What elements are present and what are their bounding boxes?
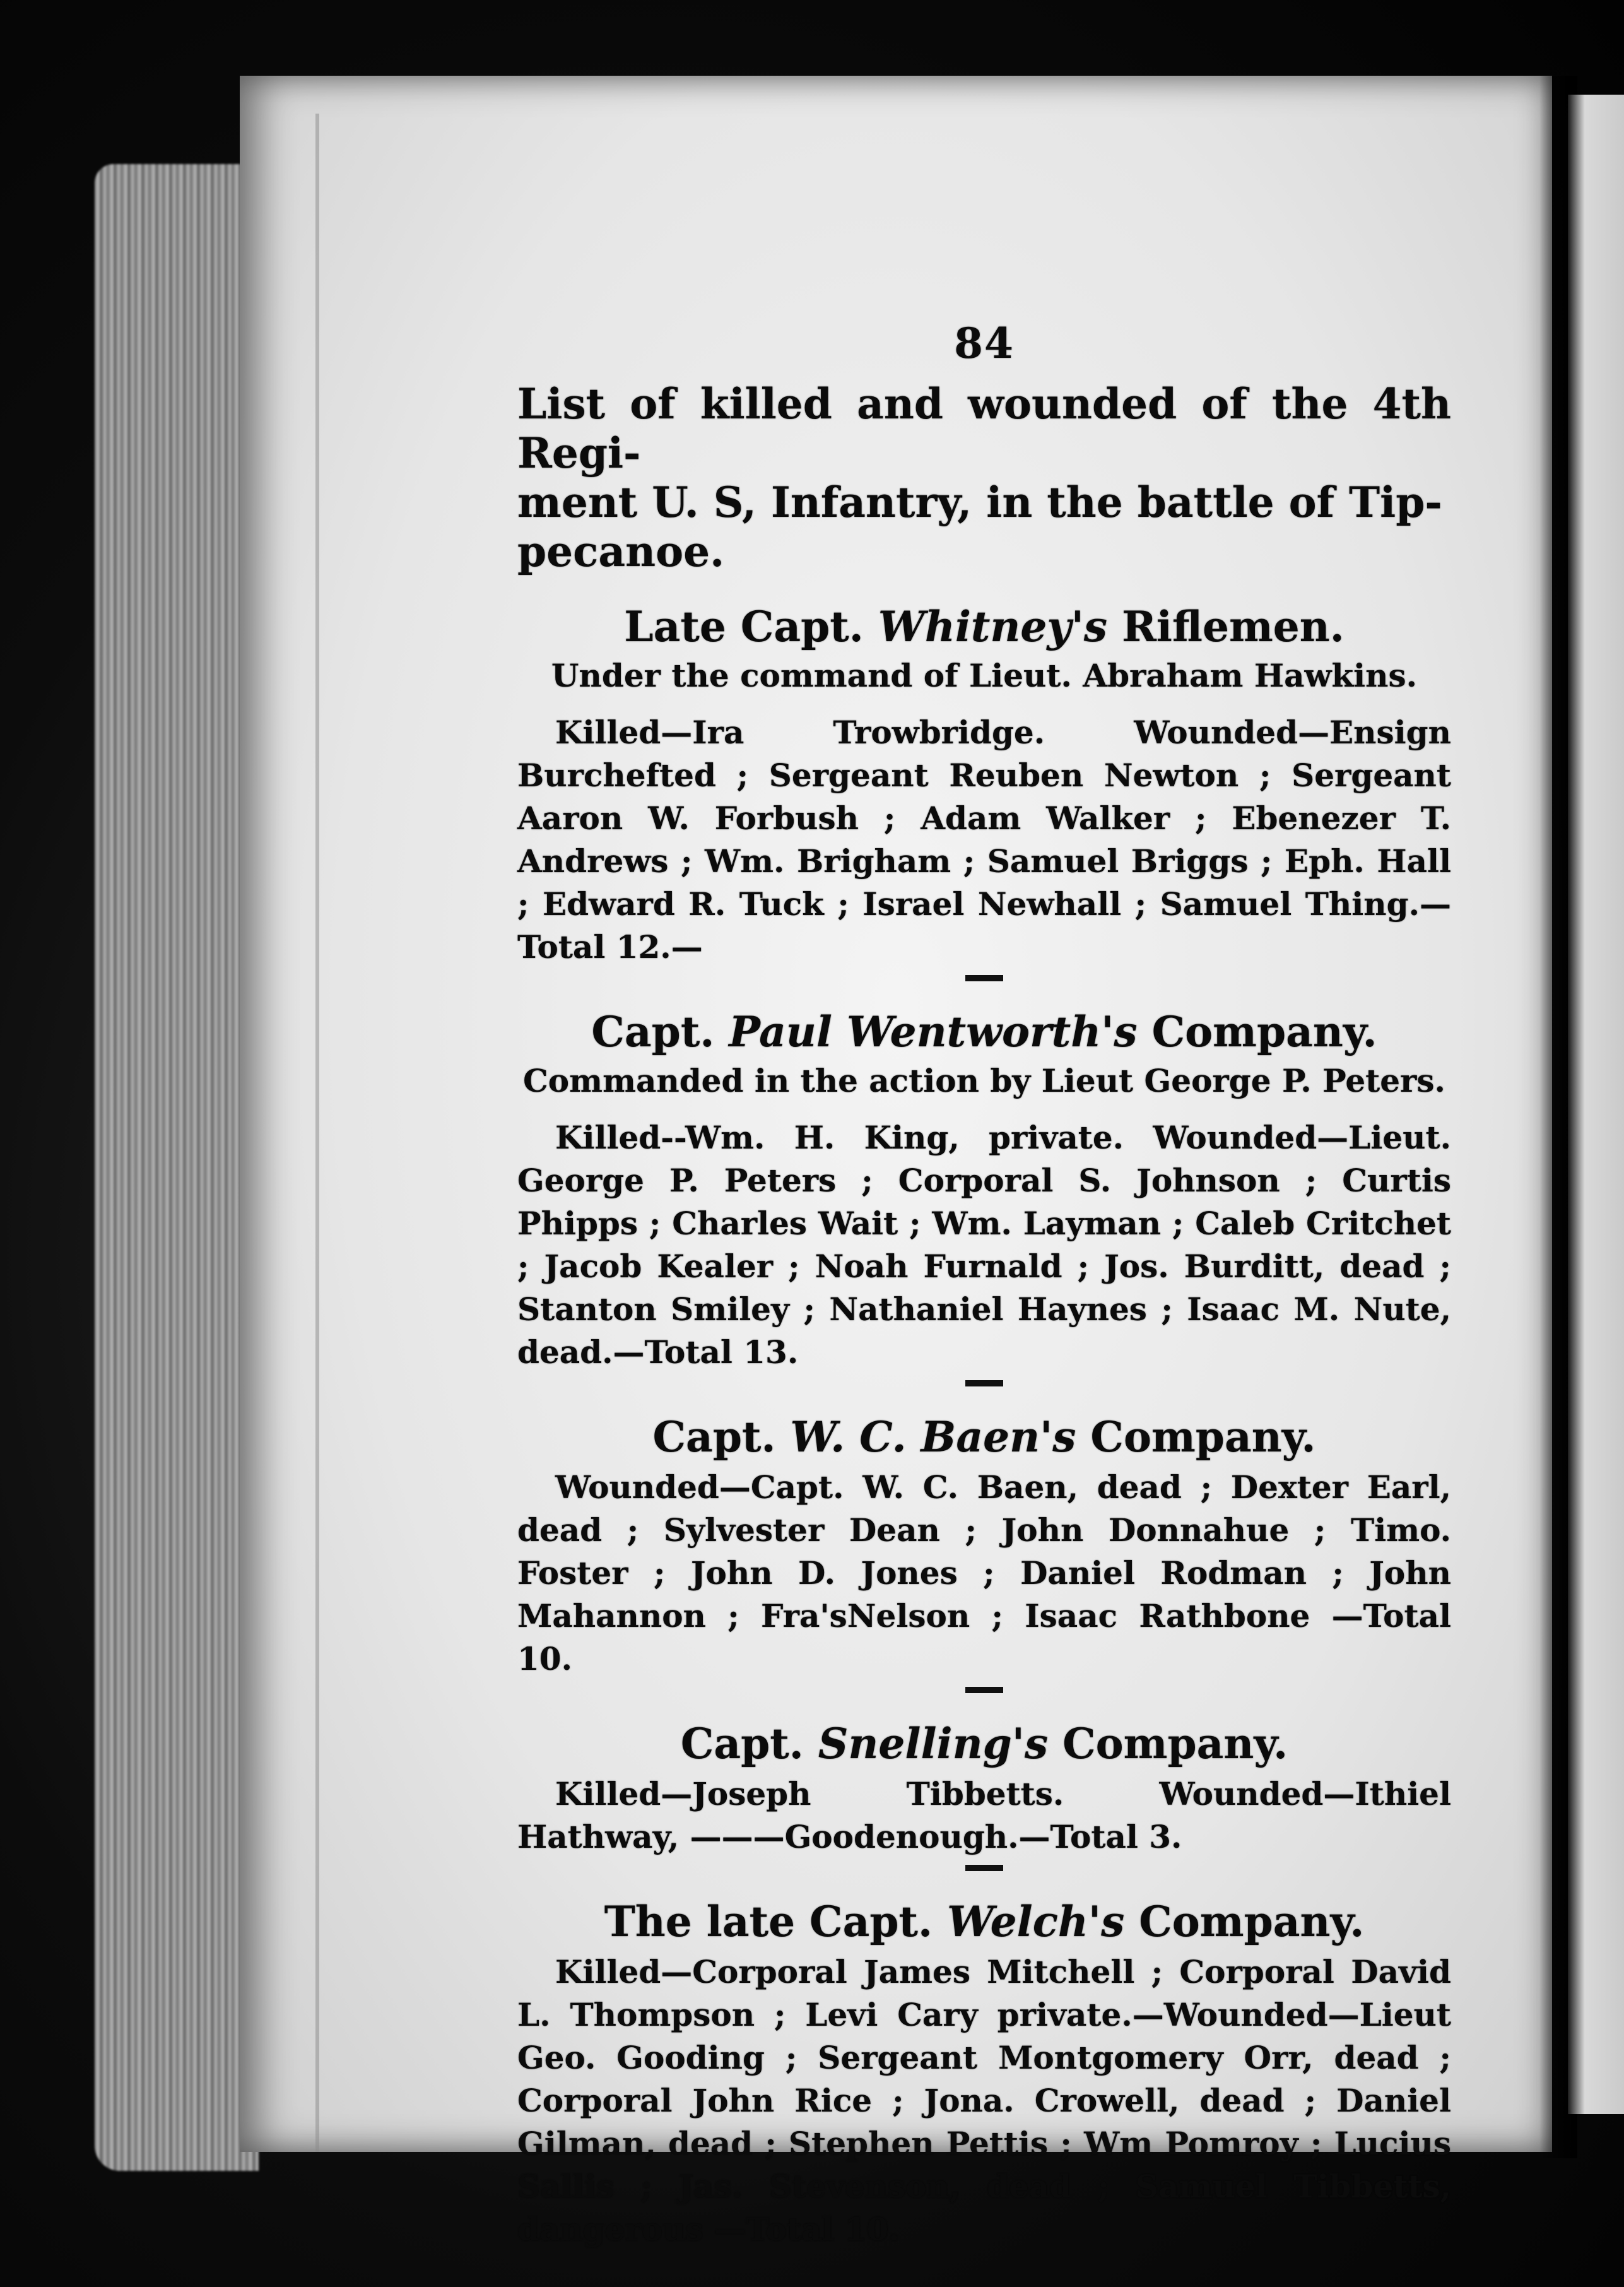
section-wentworth bbox=[517, 1007, 1451, 1386]
casualty-entry: Killed—Ira Trowbridge. Wounded—Ensign Burchefted ; Sergeant Reuben Newton ; Sergeant Aaron W. Forbush ; Adam Walker ; Ebenezer T. Andrews ; Wm. Brigham ; Samuel Briggs ; Eph. Hall ; Edward R. Tuck ; Israel Newhall ; Samuel Thing.—Total 12.— bbox=[517, 714, 1451, 966]
company-heading: Capt. Paul Wentworth's Company. bbox=[591, 1007, 1377, 1056]
book-page-edges bbox=[95, 164, 259, 2171]
casualty-entry: Killed—Corporal James Mitchell ; Corporal David L. Thompson ; Levi Cary private.—Wounded—Lieut Geo. Gooding ; Sergeant Montgomery Orr, dead ; Corporal John Rice ; Jona. Crowell, dead ; Daniel Gilman, dead ; Stephen Pettis ; Wm Pomroy ; Lucius Sallis ; Jas. Stevenson, dead ; Samuel Tibbetts, dangerous —Total 10. bbox=[517, 1953, 1451, 2248]
section-divider bbox=[965, 1865, 1003, 1871]
title-line-1: List of killed and wounded of the 4th Regi- bbox=[517, 379, 1451, 478]
section-baen bbox=[517, 1412, 1451, 1693]
section-divider bbox=[965, 1687, 1003, 1693]
list-title bbox=[517, 379, 1451, 576]
section-divider bbox=[965, 1380, 1003, 1386]
title-line-3: pecanoe. bbox=[517, 527, 725, 576]
casualty-entry: Killed--Wm. H. King, private. Wounded—Lieut. George P. Peters ; Corporal S. Johnson ; Curtis Phipps ; Charles Wait ; Wm. Layman ; Caleb Critchet ; Jacob Kealer ; Noah Furnald ; Jos. Burditt, dead ; Stanton Smiley ; Nathaniel Haynes ; Isaac M. Nute, dead.—Total 13. bbox=[517, 1119, 1451, 1371]
page-text bbox=[517, 319, 1451, 2251]
company-subheading: Commanded in the action by Lieut George P. Peters. bbox=[523, 1062, 1445, 1099]
company-heading: The late Capt. Welch's Company. bbox=[604, 1897, 1365, 1946]
casualty-entry: Wounded—Capt. W. C. Baen, dead ; Dexter Earl, dead ; Sylvester Dean ; John Donnahue ; Timo. Foster ; John D. Jones ; Daniel Rodman ; John Mahannon ; Fra'sNelson ; Isaac Rathbone —Total 10. bbox=[517, 1469, 1451, 1677]
company-heading: Capt. Snelling's Company. bbox=[680, 1719, 1288, 1768]
section-snelling bbox=[517, 1718, 1451, 1871]
page-number: 84 bbox=[954, 319, 1015, 368]
section-welch bbox=[517, 1896, 1451, 2251]
facing-page-edge bbox=[1568, 95, 1624, 2114]
company-heading: Capt. W. C. Baen's Company. bbox=[652, 1412, 1316, 1462]
company-subheading: Under the command of Lieut. Abraham Hawkins. bbox=[551, 657, 1418, 694]
company-heading: Late Capt. Whitney's Riflemen. bbox=[624, 602, 1345, 651]
section-divider bbox=[965, 975, 1003, 981]
title-line-2: ment U. S, Infantry, in the battle of Tip- bbox=[517, 478, 1442, 527]
section-whitney bbox=[517, 601, 1451, 981]
casualty-entry: Killed—Joseph Tibbetts. Wounded—Ithiel Hathway, ———Goodenough.—Total 3. bbox=[517, 1775, 1451, 1855]
